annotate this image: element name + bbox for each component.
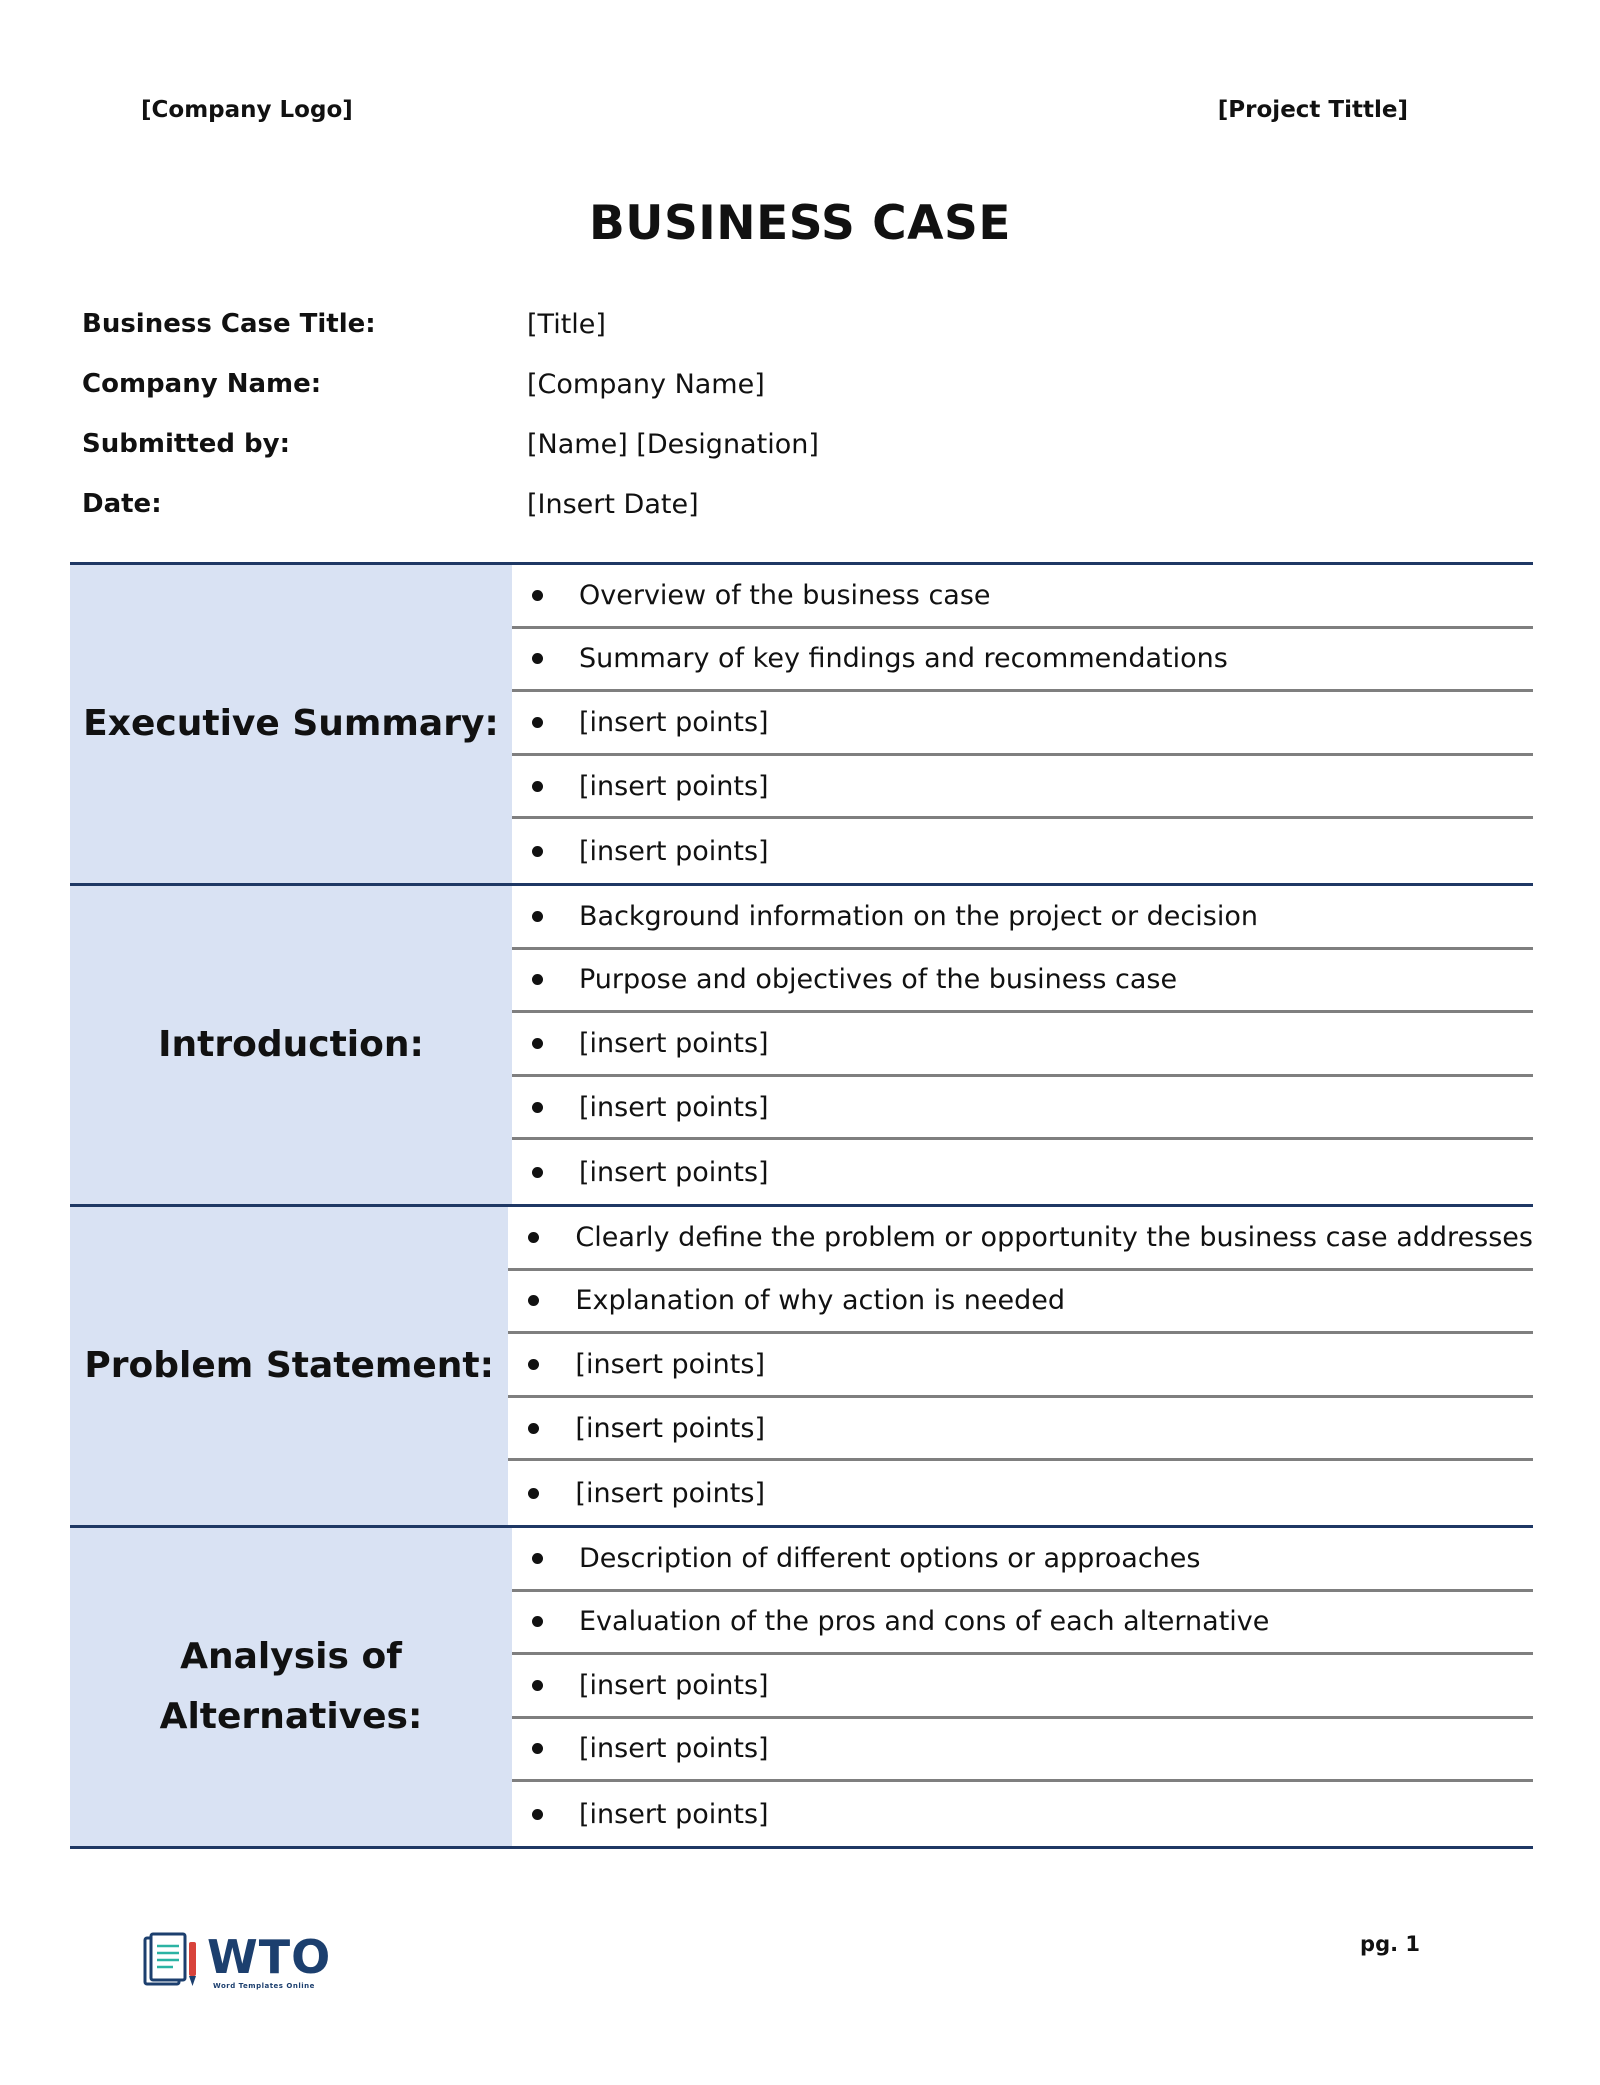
item-text: [insert points] — [579, 1156, 769, 1188]
item-text: [insert points] — [579, 770, 769, 802]
wto-logo — [141, 1932, 331, 1990]
item-text: [insert points] — [579, 1798, 769, 1830]
section-items — [512, 565, 1533, 883]
list-item — [508, 1207, 1533, 1271]
section-heading: Introduction: — [70, 886, 512, 1204]
list-item — [512, 1655, 1533, 1719]
list-item — [512, 1528, 1533, 1592]
bullet-icon — [532, 1167, 543, 1178]
meta-value: [Company Name] — [527, 368, 765, 400]
list-item — [512, 1719, 1533, 1783]
logo-wordmark — [207, 1932, 331, 1990]
meta-value: [Title] — [527, 308, 606, 340]
bullet-icon — [528, 1232, 539, 1243]
sections-table — [70, 562, 1533, 1849]
bullet-icon — [532, 1553, 543, 1564]
bullet-icon — [528, 1359, 539, 1370]
section-problem-statement — [70, 1204, 1533, 1525]
logo-subtext: Word Templates Online — [213, 1982, 315, 1990]
section-heading: Problem Statement: — [70, 1207, 508, 1525]
list-item — [508, 1461, 1533, 1525]
section-introduction — [70, 883, 1533, 1204]
bullet-icon — [528, 1423, 539, 1434]
item-text: [insert points] — [575, 1348, 765, 1380]
bullet-icon — [532, 846, 543, 857]
list-item — [512, 629, 1533, 693]
list-item — [512, 1592, 1533, 1656]
item-text: [insert points] — [575, 1477, 765, 1509]
list-item — [512, 1782, 1533, 1846]
item-text: [insert points] — [579, 835, 769, 867]
list-item — [508, 1398, 1533, 1462]
bullet-icon — [528, 1488, 539, 1499]
meta-label: Submitted by: — [82, 429, 290, 459]
list-item — [512, 819, 1533, 883]
bullet-icon — [532, 1809, 543, 1820]
section-items — [512, 886, 1533, 1204]
bullet-icon — [532, 781, 543, 792]
list-item — [512, 565, 1533, 629]
meta-label: Company Name: — [82, 369, 322, 399]
bullet-icon — [532, 1680, 543, 1691]
bullet-icon — [532, 1743, 543, 1754]
item-text: Overview of the business case — [579, 579, 991, 611]
bullet-icon — [528, 1295, 539, 1306]
item-text: Background information on the project or decision — [579, 900, 1258, 932]
list-item — [512, 1140, 1533, 1204]
list-item — [512, 692, 1533, 756]
logo-wto-text: WTO — [207, 1930, 332, 1984]
bullet-icon — [532, 974, 543, 985]
list-item — [512, 1013, 1533, 1077]
section-heading: Executive Summary: — [70, 565, 512, 883]
meta-label: Business Case Title: — [82, 309, 376, 339]
list-item — [512, 886, 1533, 950]
list-item — [508, 1334, 1533, 1398]
item-text: [insert points] — [579, 1669, 769, 1701]
page-number: pg. 1 — [1360, 1932, 1420, 1956]
project-title-placeholder: [Project Tittle] — [1217, 97, 1408, 123]
meta-row — [82, 354, 1532, 414]
company-logo-placeholder: [Company Logo] — [141, 97, 353, 123]
list-item — [512, 1077, 1533, 1141]
document-pen-icon — [141, 1932, 205, 1990]
section-heading: Analysis of Alternatives: — [70, 1528, 512, 1846]
item-text: Explanation of why action is needed — [575, 1285, 1066, 1317]
bullet-icon — [532, 1102, 543, 1113]
meta-block — [82, 294, 1532, 534]
section-analysis-of-alternatives — [70, 1525, 1533, 1849]
item-text: [insert points] — [579, 1027, 769, 1059]
meta-value: [Insert Date] — [527, 488, 699, 520]
item-text: Evaluation of the pros and cons of each alternative — [579, 1606, 1270, 1638]
section-items — [512, 1528, 1533, 1846]
item-text: [insert points] — [579, 706, 769, 738]
item-text: Purpose and objectives of the business case — [579, 964, 1178, 996]
bullet-icon — [532, 1616, 543, 1627]
bullet-icon — [532, 717, 543, 728]
item-text: Summary of key findings and recommendations — [579, 643, 1228, 675]
item-text: Description of different options or approaches — [579, 1542, 1201, 1574]
list-item — [512, 756, 1533, 820]
bullet-icon — [532, 1038, 543, 1049]
meta-row — [82, 474, 1532, 534]
item-text: [insert points] — [579, 1091, 769, 1123]
list-item — [508, 1271, 1533, 1335]
meta-label: Date: — [82, 489, 162, 519]
meta-value: [Name] [Designation] — [527, 428, 819, 460]
item-text: [insert points] — [579, 1733, 769, 1765]
bullet-icon — [532, 911, 543, 922]
item-text: Clearly define the problem or opportunity the business case addresses — [575, 1221, 1533, 1253]
bullet-icon — [532, 590, 543, 601]
item-text: [insert points] — [575, 1412, 765, 1444]
bullet-icon — [532, 653, 543, 664]
meta-row — [82, 414, 1532, 474]
document-title: BUSINESS CASE — [588, 196, 1012, 251]
section-executive-summary — [70, 562, 1533, 883]
meta-row — [82, 294, 1532, 354]
section-items — [508, 1207, 1533, 1525]
list-item — [512, 950, 1533, 1014]
